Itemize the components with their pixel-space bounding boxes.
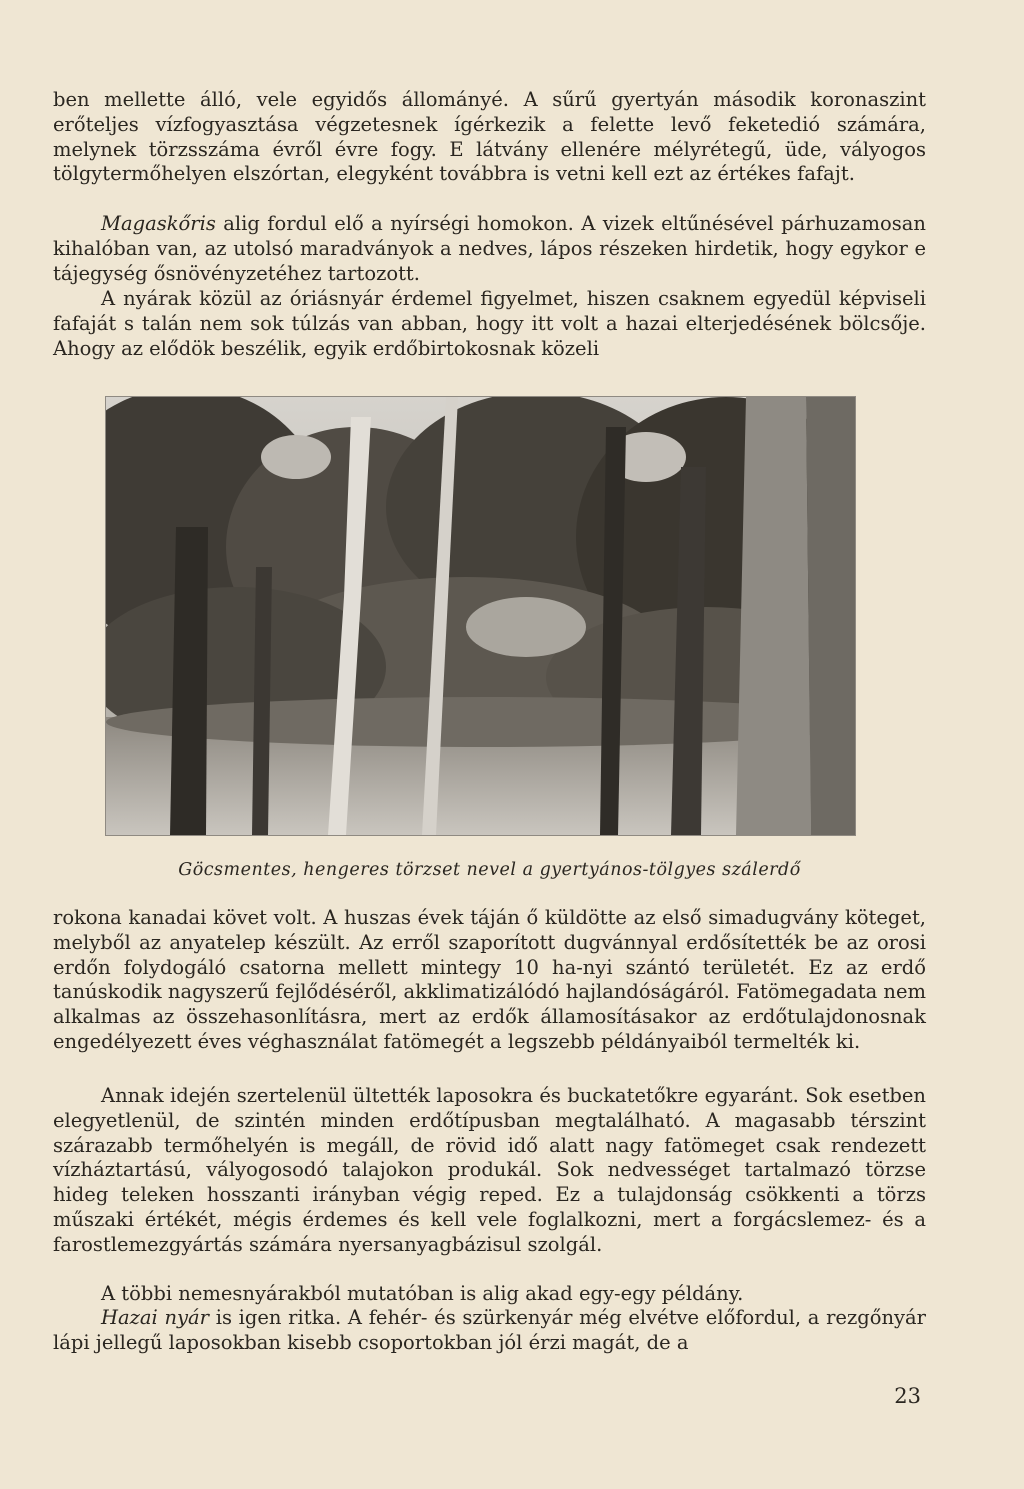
figure-caption: Göcsmentes, hengeres törzset nevel a gyertyános-tölgyes szálerdő xyxy=(178,860,801,880)
forest-photo xyxy=(105,396,856,836)
paragraph-4: rokona kanadai követ volt. A huszas évek táján ő küldötte az első simadugvány köteget, melyből az anyatelep készült. Az erről szaporított dugvánnyal erdősítették be az orosi erdőn folydogáló csatorna mellett mintegy 10 ha-nyi szántó területét. Ez az erdő tanúskodik nagyszerű fejlődéséről, akklimatizálódó hajlandóságáról. Fatömegadata nem alkalmas az összehasonlításra, mert az erdők államosításakor az erdőtulajdonosnak engedélyezett éves véghasználat fatömegét a legszebb példányaiból termelték ki. xyxy=(53,906,926,1053)
paragraph-5: Annak idején szertelenül ültették laposokra és buckatetőkre egyaránt. Sok esetben elegyetlenül, de szintén minden erdőtípusban megtalálható. A magasabb térszint szárazabb termőhelyén is megáll, de rövid idő alatt nagy fatömeget csak rendezett vízháztartású, vályogosodó talajokon produkál. Sok nedvességet tartalmazó törzse hideg teleken hosszanti irányban végig reped. Ez a tulajdonság csökkenti a törzs műszaki értékét, mégis érdemes és kell vele foglalkozni, mert a forgácslemez- és a farostlemezgyártás számára nyersanyagbázisul szolgál. xyxy=(53,1084,926,1256)
lead-term-hazai-nyar: Hazai nyár xyxy=(101,1306,209,1329)
paragraph-7: Hazai nyár is igen ritka. A fehér- és szürkenyár még elvétve előfordul, a rezgőnyár lápi jellegű laposokban kisebb csoportokban jól érzi magát, de a xyxy=(53,1306,926,1354)
paragraph-3: A nyárak közül az óriásnyár érdemel figyelmet, hiszen csaknem egyedül képviseli fafaját s talán nem sok túlzás van abban, hogy itt volt a hazai elterjedésének bölcsője. Ahogy az elődök beszélik, egyik erdőbirtokosnak közeli xyxy=(53,287,926,360)
paragraph-6: A többi nemesnyárakból mutatóban is alig akad egy-egy példány. xyxy=(101,1282,744,1305)
paragraph-2: Magaskőris alig fordul elő a nyírségi homokon. A vizek eltűnésével párhuzamosan kihalóban van, az utolsó maradványok a nedves, lápos részeken hirdetik, hogy egykor e tájegység ősnövényzetéhez tartozott. xyxy=(53,212,926,285)
lead-term-magaskoris: Magaskőris xyxy=(101,212,216,235)
page-number: 23 xyxy=(894,1384,921,1408)
paragraph-1: ben mellette álló, vele egyidős állományé. A sűrű gyertyán második koronaszint erőteljes vízfogyasztása végzetesnek ígérkezik a felette levő feketedió számára, melynek törzsszáma évről évre fogy. E látvány ellenére mélyrétegű, üde, vályogos tölgytermőhelyen elszórtan, elegyként továbbra is vetni kell ezt az értékes fafajt. xyxy=(53,88,926,186)
forest-illustration xyxy=(106,397,855,835)
